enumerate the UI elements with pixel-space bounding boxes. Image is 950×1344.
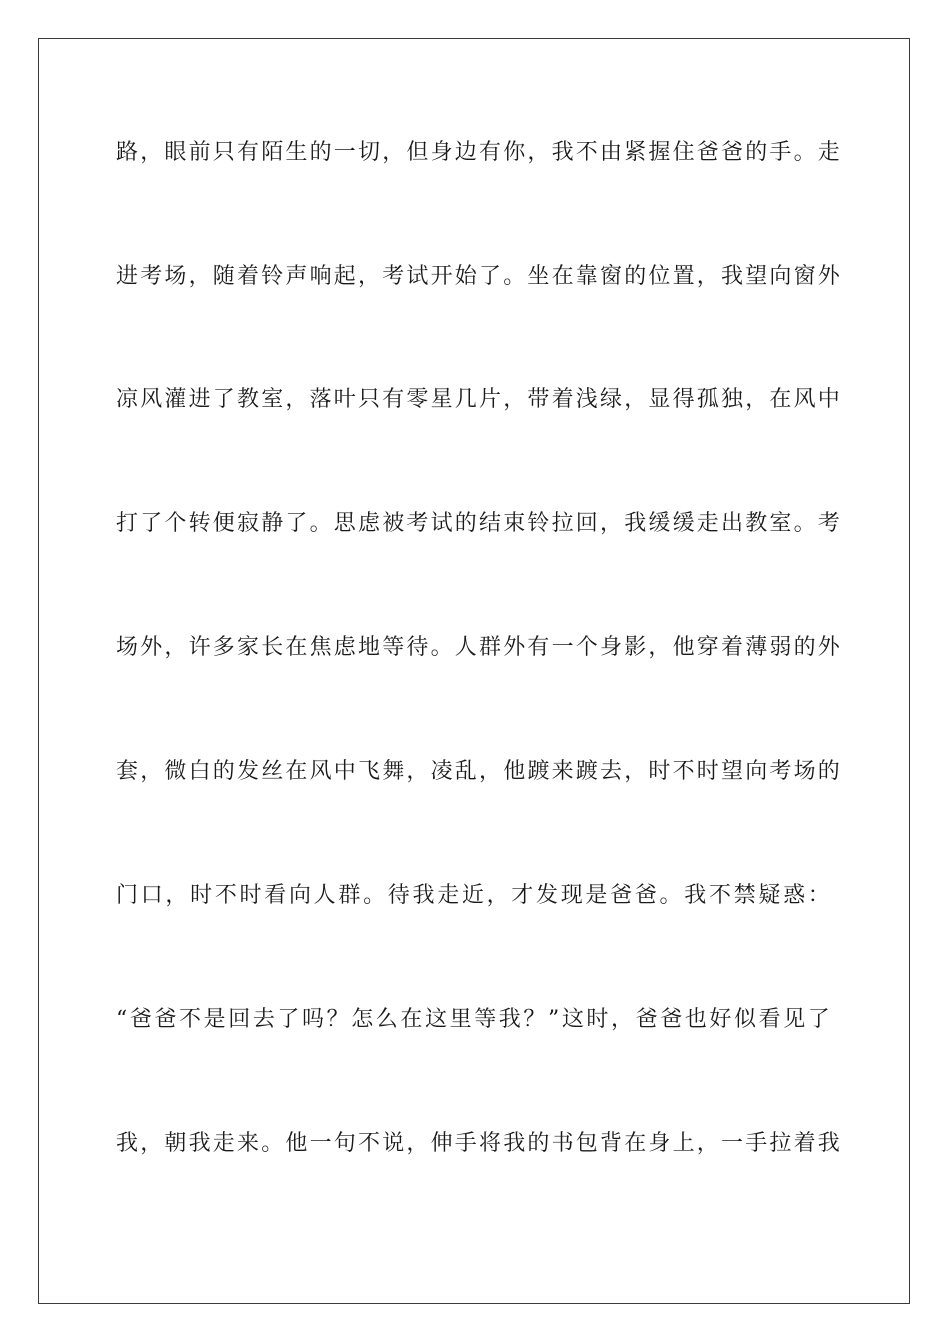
paragraph-line-7: 门口，时不时看向人群。待我走近，才发现是爸爸。我不禁疑惑： (116, 883, 832, 908)
paragraph-line-5: 场外，许多家长在焦虑地等待。人群外有一个身影，他穿着薄弱的外 (116, 635, 843, 660)
page-border (38, 38, 910, 1304)
paragraph-line-6: 套，微白的发丝在风中飞舞，凌乱，他踱来踱去，时不时望向考场的 (116, 759, 843, 784)
paragraph-line-1: 路，眼前只有陌生的一切，但身边有你，我不由紧握住爸爸的手。走 (116, 140, 843, 165)
paragraph-line-9: 我，朝我走来。他一句不说，伸手将我的书包背在身上，一手拉着我 (116, 1131, 843, 1156)
paragraph-line-8: “爸爸不是回去了吗？怎么在这里等我？”这时，爸爸也好似看见了 (116, 1007, 832, 1032)
paragraph-line-4: 打了个转便寂静了。思虑被考试的结束铃拉回，我缓缓走出教室。考 (116, 511, 843, 536)
paragraph-line-3: 凉风灌进了教室，落叶只有零星几片，带着浅绿，显得孤独，在风中 (116, 387, 843, 412)
paragraph-line-2: 进考场，随着铃声响起，考试开始了。坐在靠窗的位置，我望向窗外 (116, 264, 843, 289)
